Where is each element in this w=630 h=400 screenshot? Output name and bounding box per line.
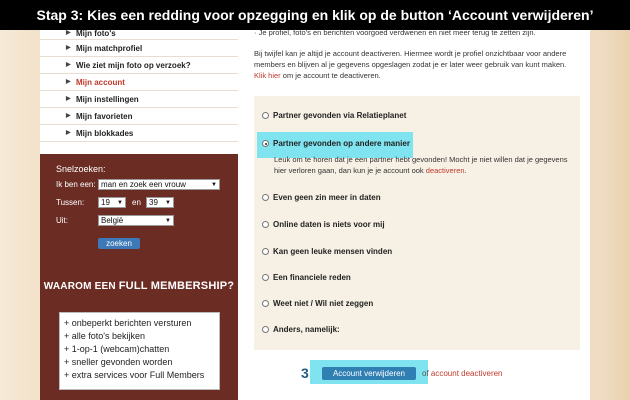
option-label: Partner gevonden via Relatieplanet [273, 111, 407, 120]
menu-item-photos[interactable] [40, 30, 238, 40]
delete-account-button[interactable]: Account verwijderen [322, 367, 416, 380]
menu-item-label: Wie ziet mijn foto op verzoek? [76, 61, 191, 70]
note-text: Leuk om te horen dat je een partner hebt gevonden! Mocht je niet willen dat je gegevens hier verloren gaan, dan kun je je account ook [274, 155, 568, 175]
radio-button[interactable] [262, 274, 269, 281]
benefit-item: + onbeperkt berichten versturen [64, 318, 192, 328]
age-from-value: 19 [101, 198, 110, 207]
radio-button[interactable] [262, 300, 269, 307]
benefit-item: + 1-op-1 (webcam)chatten [64, 344, 170, 354]
reason-form [254, 96, 580, 350]
intro-text-end: om je account te deactiveren. [282, 71, 381, 80]
age-and-label: en [132, 198, 141, 207]
note-end: . [464, 166, 467, 175]
reason-option-dont-know[interactable] [262, 299, 373, 308]
menu-item-label: Mijn favorieten [76, 112, 133, 121]
reason-option-not-for-me[interactable] [262, 220, 385, 229]
intro-bullet: · Je profiel, foto's en berichten voorgoed verdwenen en niet meer terug te zetten zijn. [254, 28, 536, 37]
selected-reason-note [274, 154, 574, 176]
age-label: Tussen: [56, 198, 85, 207]
option-label: Online daten is niets voor mij [273, 220, 385, 229]
reason-option-relatieplanet[interactable] [262, 111, 406, 120]
chevron-down-icon: ▼ [211, 182, 217, 188]
deactivate-note-link[interactable]: deactiveren [425, 166, 465, 175]
country-select[interactable] [98, 215, 174, 226]
radio-button[interactable] [262, 140, 269, 147]
menu-item-matchprofile[interactable] [40, 40, 238, 57]
menu-item-label: Mijn matchprofiel [76, 44, 143, 53]
membership-benefits [59, 312, 220, 390]
option-label: Even geen zin meer in daten [273, 193, 381, 202]
quick-search-title: Snelzoeken: [56, 164, 106, 174]
menu-item-label: Mijn foto's [76, 29, 116, 38]
gender-label: Ik ben een: [56, 180, 96, 189]
chevron-right-icon: ▶ [66, 79, 71, 85]
membership-heading [40, 280, 238, 292]
country-select-value: België [101, 216, 124, 225]
option-label: Partner gevonden op andere manier [273, 139, 410, 148]
reason-option-other[interactable] [262, 325, 340, 334]
benefit-item: + sneller gevonden worden [64, 357, 173, 367]
age-to-value: 39 [149, 198, 158, 207]
country-label: Uit: [56, 216, 68, 225]
gender-select-value: man en zoek een vrouw [101, 180, 186, 189]
intro-text: Bij twijfel kan je altijd je account deactiveren. Hiermee wordt je profiel onzichtbaar voor andere members en blijven al je gegevens opgeslagen zodat je er later weer gebruik van kunt maken. [254, 49, 567, 69]
option-label: Anders, namelijk: [273, 325, 340, 334]
menu-item-label: Mijn account [76, 78, 125, 87]
membership-heading-prefix: WAAROM EEN [43, 281, 116, 292]
menu-item-settings[interactable] [40, 91, 238, 108]
sidebar [40, 30, 238, 400]
menu-item-label: Mijn instellingen [76, 95, 139, 104]
menu-item-account[interactable] [40, 74, 238, 91]
menu-item-favorites[interactable] [40, 108, 238, 125]
menu-item-label: Mijn blokkades [76, 129, 134, 138]
chevron-right-icon: ▶ [66, 30, 71, 36]
chevron-right-icon: ▶ [66, 113, 71, 119]
chevron-down-icon: ▼ [165, 200, 171, 206]
benefit-item: + extra services voor Full Members [64, 370, 205, 380]
age-from-select[interactable] [98, 197, 126, 208]
search-button[interactable]: zoeken [98, 238, 140, 249]
intro-paragraph [254, 48, 580, 81]
membership-heading-strong: FULL MEMBERSHIP? [118, 280, 235, 292]
reason-option-no-interest[interactable] [262, 193, 381, 202]
chevron-down-icon: ▼ [165, 218, 171, 224]
deactivate-account-link[interactable]: account deactiveren [430, 369, 503, 378]
option-label: Weet niet / Wil niet zeggen [273, 299, 374, 308]
option-label: Kan geen leuke mensen vinden [273, 247, 393, 256]
or-deactivate [422, 369, 503, 378]
step-number: 3 [301, 365, 309, 381]
tutorial-banner: Stap 3: Kies een redding voor opzegging en klik op de button ‘Account verwijderen’ [0, 0, 630, 30]
main-content [238, 30, 590, 400]
radio-button[interactable] [262, 326, 269, 333]
reason-option-financial[interactable] [262, 273, 351, 282]
menu-item-blocks[interactable] [40, 125, 238, 142]
radio-button[interactable] [262, 194, 269, 201]
age-to-select[interactable] [146, 197, 174, 208]
chevron-right-icon: ▶ [66, 130, 71, 136]
account-menu [40, 30, 238, 142]
gender-select[interactable] [98, 179, 220, 190]
chevron-right-icon: ▶ [66, 96, 71, 102]
or-text: of [422, 369, 429, 378]
membership-promo [40, 260, 238, 400]
menu-item-photo-requests[interactable] [40, 57, 238, 74]
reason-option-other-way[interactable] [262, 139, 410, 148]
chevron-right-icon: ▶ [66, 45, 71, 51]
deactivate-here-link[interactable]: Klik hier [254, 71, 281, 80]
radio-button[interactable] [262, 248, 269, 255]
option-label: Een financiele reden [273, 273, 351, 282]
radio-button[interactable] [262, 112, 269, 119]
chevron-right-icon: ▶ [66, 62, 71, 68]
benefit-item: + alle foto's bekijken [64, 331, 146, 341]
reason-option-no-nice-people[interactable] [262, 247, 392, 256]
chevron-down-icon: ▼ [117, 200, 123, 206]
radio-button[interactable] [262, 221, 269, 228]
